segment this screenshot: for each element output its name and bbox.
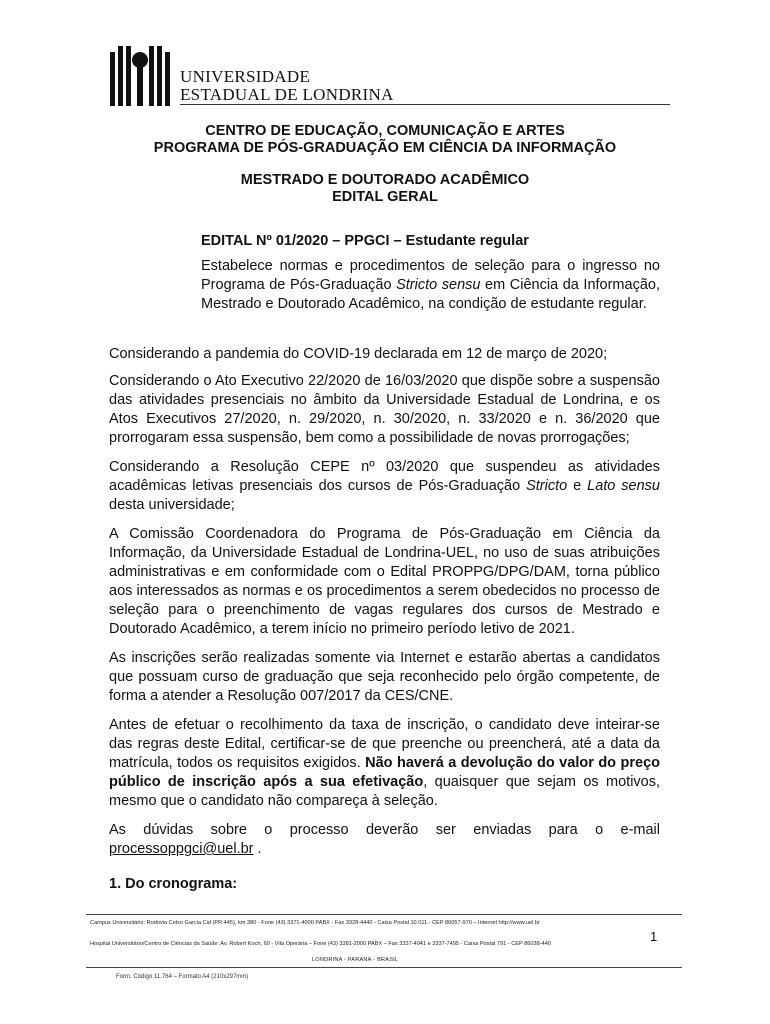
university-name-line2: ESTADUAL DE LONDRINA (180, 85, 394, 104)
edital-desc-text: Estabelece normas e procedimentos de seleção para o ingresso no Programa de Pós-Graduação (201, 258, 660, 293)
paragraph-resolucao-cepe (109, 458, 660, 515)
section-heading-cronograma: 1. Do cronograma: (109, 876, 238, 892)
taxa-text: Antes de efetuar o recolhimento da taxa de inscrição, o candidato deve inteirar-se das regras deste Edital, certificar-se de que preenche ou preencherá, até a data da matrícula, todos os requisitos exigidos. (109, 717, 660, 771)
footer-divider-top (86, 914, 682, 915)
resolucao-text: Considerando a Resolução CEPE nº 03/2020 que suspendeu as atividades acadêmicas letivas presenciais dos cursos de Pós-Graduação (109, 459, 660, 494)
degree-title-line: MESTRADO E DOUTORADO ACADÊMICO (240, 172, 530, 188)
form-code: Form. Código 11.764 – Formato A4 (210x297mm) (116, 974, 249, 980)
footer-campus-address: Campus Universitário: Rodovia Celso Garcia Cid (PR 445), km 380 - Fone (43) 3371-4000 PABX - Fax 3328-4440 - Caixa Postal 10.011 - CEP 86057-970 – Internet http://www.uel.br (90, 920, 540, 926)
document-body (109, 345, 660, 904)
university-name-line1: UNIVERSIDADE (180, 67, 311, 86)
resolucao-text-and: e (567, 478, 588, 494)
center-title-line: CENTRO DE EDUCAÇÃO, COMUNICAÇÃO E ARTES (205, 123, 565, 139)
edital-description (201, 257, 660, 314)
university-logo (108, 42, 668, 112)
university-name (180, 68, 394, 104)
resolucao-text-end: desta universidade; (109, 497, 235, 513)
program-title-line: PROGRAMA DE PÓS-GRADUAÇÃO EM CIÊNCIA DA INFORMAÇÃO (153, 140, 617, 156)
taxa-text-end: , quaisquer que sejam os motivos, mesmo que o candidato não compareça à seleção. (109, 774, 661, 809)
document-heading (0, 172, 770, 206)
footer-hospital-address: Hospital Universitário/Centro de Ciências da Saúde: Av. Robert Koch, 60 - Vila Operária – Fone (43) 3381-2000 PABX – Fax 3337-4041 e 3337-7495 - Caixa Postal 791 - CEP 86038-440 (90, 941, 551, 947)
paragraph-comissao: A Comissão Coordenadora do Programa de Pós-Graduação em Ciência da Informação, da Universidade Estadual de Londrina-UEL, no uso de suas atribuições administrativas e em conformidade com o Edital PROPPG/DPG/DAM, torna público aos interessados as normas e os procedimentos a serem obedecidos no processo de seleção para o preenchimento de vagas regulares dos cursos de Mestrado e Doutorado Acadêmico, a terem início no primeiro período letivo de 2021. (109, 526, 660, 637)
paragraph-inscricoes: As inscrições serão realizadas somente via Internet e estarão abertas a candidatos que possuam curso de graduação que seja reconhecido pelo órgão competente, de forma a atender a Resolução 007/2017 da CES/CNE. (109, 650, 660, 704)
paragraph-taxa (109, 716, 660, 811)
taxa-bold-warning: Não haverá a devolução do valor do preço público de inscrição após a sua efetivação (109, 755, 661, 790)
edital-desc-text-end: em Ciência da Informação, Mestrado e Doutorado Acadêmico, na condição de estudante regular. (201, 277, 660, 312)
footer-divider-bottom (86, 967, 682, 968)
duvidas-text: As dúvidas sobre o processo deverão ser enviadas para o e-mail (109, 822, 660, 838)
edital-block (201, 232, 660, 314)
contact-email-link[interactable]: processoppgci@uel.br (109, 841, 254, 857)
paragraph-duvidas (109, 821, 660, 859)
duvidas-text-end: . (253, 841, 262, 857)
paragraph-covid: Considerando a pandemia do COVID-19 declarada em 12 de março de 2020; (109, 346, 608, 362)
edital-desc-italic: Stricto sensu (396, 277, 481, 293)
edital-title: EDITAL Nº 01/2020 – PPGCI – Estudante regular (201, 233, 529, 249)
edital-geral-line: EDITAL GERAL (332, 189, 438, 205)
uel-logo-icon (108, 42, 172, 106)
page-number: 1 (650, 929, 658, 944)
footer-location: LONDRINA - PARANÁ - BRASIL (312, 957, 399, 963)
resolucao-italic-lato: Lato sensu (587, 478, 660, 494)
institution-heading (0, 123, 770, 157)
paragraph-ato-executivo: Considerando o Ato Executivo 22/2020 de 16/03/2020 que dispõe sobre a suspensão das atividades presenciais no âmbito da Universidade Estadual de Londrina, e os Atos Executivos 27/2020, n. 29/2020, n. 30/2020, n. 33/2020 e n. 36/2020 que prorrogaram essa suspensão, bem como a possibilidade de novas prorrogações; (109, 373, 660, 446)
header-divider (180, 104, 670, 105)
resolucao-italic-stricto: Stricto (526, 478, 568, 494)
